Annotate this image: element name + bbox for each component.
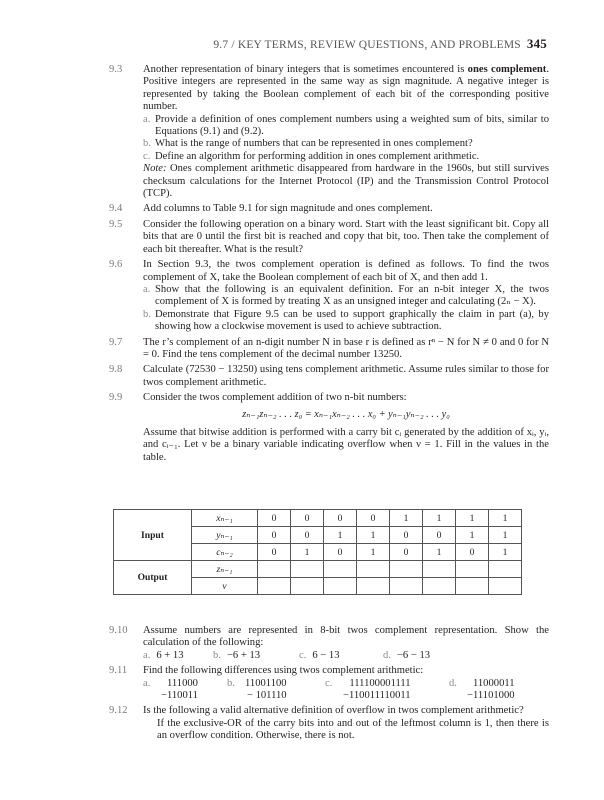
problem-9-12: [109, 705, 549, 742]
problem-text: Consider the following operation on a binary word. Start with the least significant bit. Copy all bits that are 0 until the first bit is reached and copy that bit, too. Then take the complement of each bit thereafter. What is the result?: [143, 218, 549, 255]
value-cell: 0: [324, 544, 357, 561]
formula: zₙ₋₁zₙ₋₂ . . . z₀ = xₙ₋₁xₙ₋₂ . . . x₀ + yₙ₋₁yₙ₋₂ . . . y₀: [242, 408, 450, 420]
blank-cell: [489, 578, 522, 595]
value-cell: 0: [390, 544, 423, 561]
problem-text: Consider the twos complement addition of two n-bit numbers:: [143, 392, 407, 404]
problem-9-6: [109, 259, 549, 333]
value-cell: 0: [456, 544, 489, 561]
value-cell: 1: [357, 527, 390, 544]
problem-9-3: [109, 64, 549, 200]
problem-9-9: [109, 392, 549, 464]
running-header: [0, 36, 547, 52]
note-label: Note:: [143, 163, 167, 175]
value-cell: 1: [390, 510, 423, 527]
problems-upper: [109, 64, 549, 467]
problem-9-10: [109, 625, 549, 662]
part-a: a. Provide a definition of ones complement numbers using a weighted sum of bits, similar to Equations (9.1) and (9.2).: [143, 113, 549, 138]
value-cell: 0: [423, 527, 456, 544]
calc-item: a. 6 + 13: [143, 649, 184, 661]
value-cell: 0: [258, 544, 291, 561]
problem-9-4: [109, 203, 549, 215]
problem-9-5: [109, 219, 549, 256]
blank-cell: [357, 561, 390, 578]
value-cell: 0: [291, 527, 324, 544]
problem-text: The r’s complement of an n-digit number N in base r is defined as rⁿ − N for N ≠ 0 and 0 for N = 0. Find the tens complement of the decimal number 13250.: [143, 336, 549, 360]
problem-9-7: [109, 337, 549, 362]
variable-cell: zₙ₋₁: [192, 561, 258, 578]
problem-9-11: [109, 665, 549, 702]
page-number: 345: [526, 36, 547, 51]
blank-cell: [390, 578, 423, 595]
blank-cell: [324, 561, 357, 578]
problem-number: 9.5: [109, 218, 123, 230]
part-text: Define an algorithm for performing addition in ones complement arithmetic.: [155, 150, 480, 162]
table-row: [114, 510, 522, 527]
value-cell: 1: [324, 527, 357, 544]
value-cell: 0: [390, 527, 423, 544]
part-a: a. Show that the following is an equivalent definition. For an n-bit integer X, the twos complement of X is formed by treating X as an unsigned integer and calculating (2ₙ − X).: [143, 283, 549, 308]
problem-number: 9.10: [109, 625, 128, 636]
problem-text: Add columns to Table 9.1 for sign magnitude and ones complement.: [143, 203, 433, 215]
part-b: b. What is the range of numbers that can be represented in ones complement?: [143, 138, 473, 150]
blank-cell: [258, 578, 291, 595]
part-b: b. Demonstrate that Figure 9.5 can be used to support graphically the claim in part (a), by showing how a clockwise movement is used to achieve subtraction.: [143, 308, 549, 333]
problem-number: 9.6: [109, 259, 123, 271]
value-cell: 1: [423, 510, 456, 527]
part-text: Provide a definition of ones complement numbers using a weighted sum of bits, similar to Equations (9.1) and (9.2).: [155, 113, 549, 138]
header-title: 9.7 / KEY TERMS, REVIEW QUESTIONS, AND PROBLEMS: [213, 39, 521, 51]
value-cell: 0: [258, 510, 291, 527]
calc-items: [143, 650, 549, 662]
part-text: Demonstrate that Figure 9.5 can be used to support graphically the claim in part (a), by showing how a clockwise movement is used to achieve subtraction.: [155, 308, 549, 333]
problem-number: 9.3: [109, 64, 123, 75]
part-text: Show that the following is an equivalent definition. For an n-bit integer X, the twos complement of X is formed by treating X as an unsigned integer and calculating (2ₙ − X).: [155, 283, 549, 308]
subtraction-item: a. 111000 −110011: [143, 677, 198, 702]
value-cell: 0: [357, 510, 390, 527]
value-cell: 1: [489, 527, 522, 544]
subtraction-item: b. 11001100 − 101110: [227, 677, 287, 702]
value-cell: 0: [291, 510, 324, 527]
calc-item: d. −6 − 13: [383, 649, 431, 661]
problem-text-cont: . Positive integers are represented in the same way as sign magnitude. A negative integer is represented by taking the Boolean complement of each bit of the corresponding positive number.: [143, 64, 549, 113]
problem-number: 9.9: [109, 392, 123, 404]
variable-cell: yₙ₋₁: [192, 527, 258, 544]
problem-number: 9.11: [109, 665, 128, 677]
blank-cell: [357, 578, 390, 595]
value-cell: 1: [489, 510, 522, 527]
problems-lower: [109, 625, 549, 746]
blank-cell: [291, 561, 324, 578]
problem-text: Assume numbers are represented in 8-bit twos complement representation. Show the calculation of the following:: [143, 625, 549, 649]
calc-item: c. 6 − 13: [299, 649, 340, 661]
problem-text-cont: Assume that bitwise addition is performed with a carry bit cᵢ generated by the addition of xᵢ, yᵢ, and cᵢ₋₁. Let ν be a binary variable indicating overflow when ν = 1. Fill in the values in the table.: [143, 426, 549, 463]
value-cell: 1: [357, 544, 390, 561]
problem-number: 9.12: [109, 705, 128, 717]
problem-number: 9.8: [109, 364, 123, 376]
problem-number: 9.7: [109, 336, 123, 348]
subtraction-items: [143, 678, 549, 703]
blank-cell: [423, 561, 456, 578]
blank-cell: [324, 578, 357, 595]
note: [143, 163, 549, 200]
blank-cell: [291, 578, 324, 595]
subtraction-item: c. 111100001111 −110011110011: [325, 677, 411, 702]
value-cell: 1: [291, 544, 324, 561]
part-c: c. Define an algorithm for performing addition in ones complement arithmetic.: [143, 150, 480, 162]
problem-text: Find the following differences using twos complement arithmetic:: [143, 665, 424, 677]
value-cell: 1: [489, 544, 522, 561]
truth-table: [113, 509, 522, 595]
problem-text: In Section 9.3, the twos complement operation is defined as follows. To find the twos complement of X, take the Boolean complement of each bit of X, and then add 1.: [143, 259, 549, 283]
value-cell: 0: [324, 510, 357, 527]
problem-number: 9.4: [109, 203, 123, 215]
value-cell: 1: [456, 527, 489, 544]
variable-cell: cₙ₋₂: [192, 544, 258, 561]
variable-cell: ν: [192, 578, 258, 595]
blank-cell: [456, 561, 489, 578]
value-cell: 0: [258, 527, 291, 544]
part-text: What is the range of numbers that can be represented in ones complement?: [155, 138, 473, 150]
problem-text: Another representation of binary integers that is sometimes encountered is: [143, 64, 468, 75]
blank-cell: [390, 561, 423, 578]
input-label: Input: [114, 510, 192, 561]
blank-cell: [258, 561, 291, 578]
problem-text: Calculate (72530 − 13250) using tens complement arithmetic. Assume rules similar to those for twos complement arithmetic.: [143, 364, 549, 388]
output-label: Output: [114, 561, 192, 595]
table-row: [114, 561, 522, 578]
problem-text-cont: If the exclusive-OR of the carry bits into and out of the leftmost column is 1, then there is an overflow condition. Otherwise, there is not.: [157, 717, 549, 742]
blank-cell: [456, 578, 489, 595]
problem-text: Is the following a valid alternative definition of overflow in twos complement arithmetic?: [143, 705, 524, 717]
value-cell: 1: [423, 544, 456, 561]
key-term: ones complement: [467, 64, 547, 75]
blank-cell: [423, 578, 456, 595]
variable-cell: xₙ₋₁: [192, 510, 258, 527]
calc-item: b. −6 + 13: [213, 649, 261, 661]
subtraction-item: d. 11000011 −11101000: [449, 677, 515, 702]
note-text: Ones complement arithmetic disappeared from hardware in the 1960s, but still survives checksum calculations for the Internet Protocol (IP) and the Transmission Control Protocol (TCP).: [143, 163, 549, 200]
blank-cell: [489, 561, 522, 578]
value-cell: 1: [456, 510, 489, 527]
problem-9-8: [109, 364, 549, 389]
